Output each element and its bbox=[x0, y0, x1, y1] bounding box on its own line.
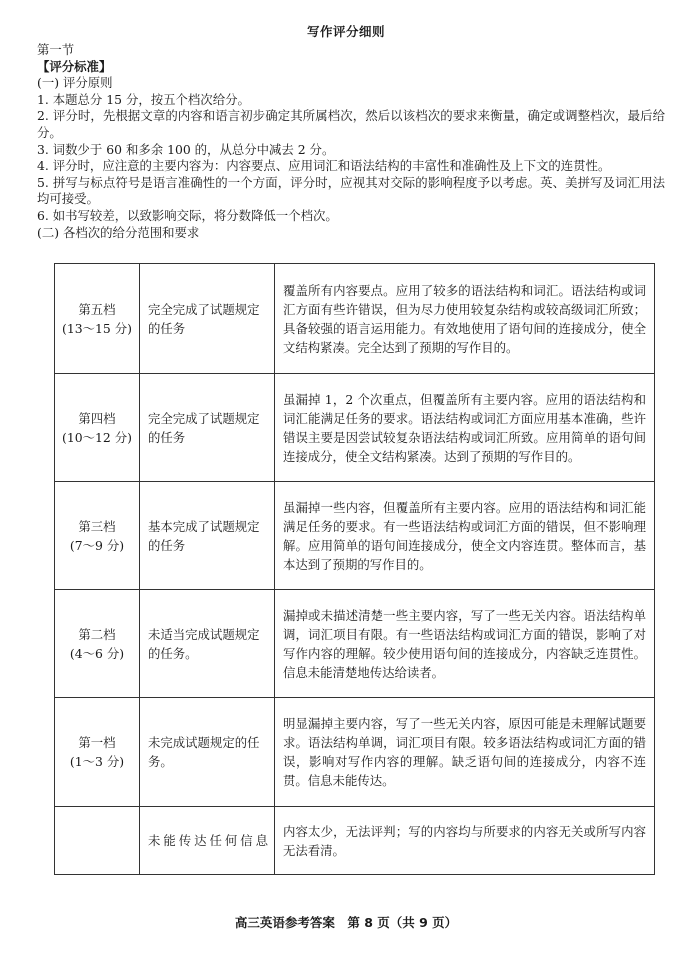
grade-level: 第五档 bbox=[78, 301, 116, 317]
rule-item: 2. 评分时，先根据文章的内容和语言初步确定其所属档次，然后以该档次的要求来衡量，确定或调整档次，最后给分。 bbox=[37, 108, 665, 140]
grade-score-range: (10～12 分) bbox=[62, 429, 132, 445]
grade-level-cell-empty bbox=[55, 807, 140, 875]
grade-level-cell bbox=[55, 374, 140, 482]
grade-level-cell bbox=[55, 590, 140, 698]
grade-level-cell bbox=[55, 482, 140, 590]
grade-score-range: (7～9 分) bbox=[69, 537, 125, 553]
ranges-heading: (二) 各档次的给分范围和要求 bbox=[37, 224, 200, 240]
rule-item: 6. 如书写较差，以致影响交际，将分数降低一个档次。 bbox=[37, 207, 338, 223]
task-completion-cell bbox=[140, 807, 275, 875]
grade-description-cell: 漏掉或未描述清楚一些主要内容，写了一些无关内容。语法结构单调，词汇项目有限。有一些语法结构或词汇方面的错误，影响了对写作内容的理解。较少使用语句间的连接成分，内容缺乏连贯性。信息未能清楚地传达给读者。 bbox=[275, 590, 655, 698]
scoring-rules-section bbox=[37, 42, 665, 241]
principles-heading: (一) 评分原则 bbox=[37, 75, 113, 91]
grade-score-range: (4～6 分) bbox=[69, 645, 125, 661]
task-completion-cell: 完全完成了试题规定的任务 bbox=[140, 264, 275, 374]
grade-level: 第二档 bbox=[78, 626, 116, 642]
grade-level: 第三档 bbox=[78, 518, 116, 534]
grade-table bbox=[54, 263, 655, 875]
rule-item: 5. 拼写与标点符号是语言准确性的一个方面，评分时，应视其对交际的影响程度予以考虑。英、美拼写及词汇用法均可接受。 bbox=[37, 174, 665, 207]
task-completion-cell: 完全完成了试题规定的任务 bbox=[140, 374, 275, 482]
section-label: 第一节 bbox=[37, 42, 75, 57]
table-row bbox=[55, 698, 655, 807]
task-completion-cell: 未完成试题规定的任务。 bbox=[140, 698, 275, 807]
grade-score-range: (13～15 分) bbox=[62, 320, 132, 336]
grade-score-range: (1～3 分) bbox=[69, 754, 125, 769]
grade-description-cell: 覆盖所有内容要点。应用了较多的语法结构和词汇。语法结构或词汇方面有些许错误，但为尽力使用较复杂结构或较高级词汇所致；具备较强的语言运用能力。有效地使用了语句间的连接成分，使全文结构紧凑。完全达到了预期的写作目的。 bbox=[275, 264, 655, 374]
table-row bbox=[55, 374, 655, 482]
rule-item: 3. 词数少于 60 和多余 100 的，从总分中减去 2 分。 bbox=[37, 141, 335, 157]
task-completion-cell: 未适当完成试题规定的任务。 bbox=[140, 590, 275, 698]
criteria-heading: 【评分标准】 bbox=[37, 58, 112, 74]
grade-description-cell: 内容太少，无法评判；写的内容均与所要求的内容无关或所写内容无法看清。 bbox=[275, 807, 655, 875]
document-title: 写作评分细则 bbox=[306, 24, 385, 39]
grade-description-cell: 虽漏掉一些内容，但覆盖所有主要内容。应用的语法结构和词汇能满足任务的要求。有一些语法结构或词汇方面的错误，但不影响理解。应用简单的语句间连接成分，使全文内容连贯。整体而言，基本达到了预期的写作目的。 bbox=[275, 482, 655, 590]
rule-item: 4. 评分时，应注意的主要内容为：内容要点、应用词汇和语法结构的丰富性和准确性及上下文的连贯性。 bbox=[37, 158, 611, 174]
grade-description-cell: 明显漏掉主要内容，写了一些无关内容，原因可能是未理解试题要求。语法结构单调，词汇项目有限。较多语法结构或词汇方面的错误，影响对写作内容的理解。缺乏语句间的连接成分，内容不连贯。信息未能传达。 bbox=[275, 698, 655, 807]
grade-level-cell bbox=[55, 698, 140, 807]
task-completion-text: 未能传达任何信息 bbox=[148, 833, 268, 848]
table-row bbox=[55, 264, 655, 374]
grade-description-cell: 虽漏掉 1，2 个次重点，但覆盖所有主要内容。应用的语法结构和词汇能满足任务的要求。语法结构或词汇方面应用基本准确，些许错误主要是因尝试较复杂语法结构或词汇所致。应用简单的语句间连接成分，使全文结构紧凑。达到了预期的写作目的。 bbox=[275, 374, 655, 482]
page-footer: 高三英语参考答案 第 8 页（共 9 页） bbox=[234, 915, 458, 930]
table-row bbox=[55, 590, 655, 698]
grade-level-cell bbox=[55, 264, 140, 374]
task-completion-cell: 基本完成了试题规定的任务 bbox=[140, 482, 275, 590]
table-row bbox=[55, 482, 655, 590]
table-row bbox=[55, 807, 655, 875]
rule-item: 1. 本题总分 15 分，按五个档次给分。 bbox=[37, 91, 250, 107]
grade-level: 第一档 bbox=[78, 735, 116, 750]
grade-level: 第四档 bbox=[78, 410, 116, 426]
